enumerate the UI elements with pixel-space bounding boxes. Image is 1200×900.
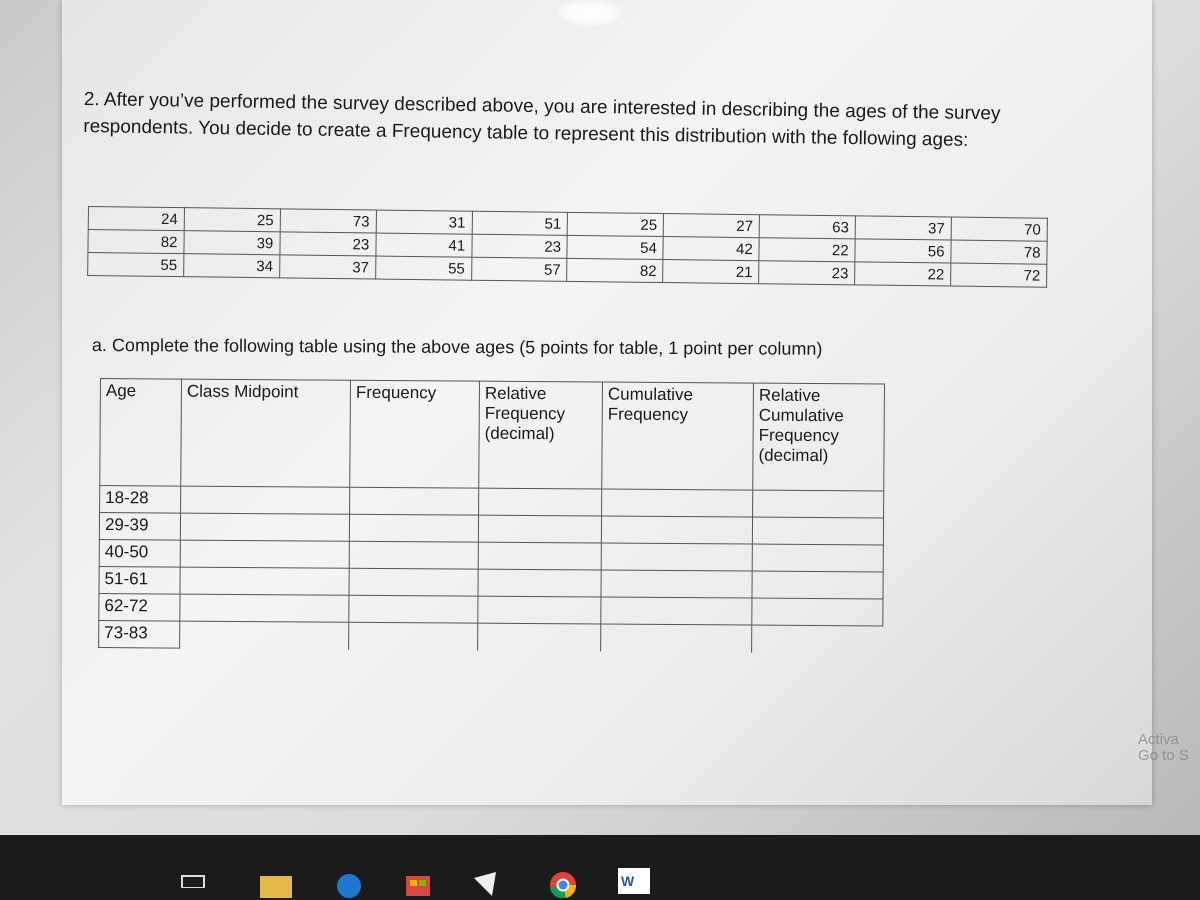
age-cell: 70	[951, 217, 1047, 241]
header-line: Cumulative	[607, 384, 694, 405]
blank-answer-cell	[349, 595, 478, 623]
blank-answer-cell	[601, 570, 752, 598]
word-icon[interactable]	[618, 868, 650, 894]
blank-answer-cell	[478, 542, 601, 570]
blank-answer-cell	[349, 514, 478, 542]
age-cell: 72	[951, 263, 1047, 287]
age-cell: 55	[375, 256, 471, 280]
header-line: Cumulative	[758, 405, 844, 426]
age-range-cell: 51-61	[99, 566, 180, 594]
blank-answer-cell	[752, 571, 883, 599]
blank-answer-cell	[180, 567, 349, 595]
header-cumulative-frequency	[602, 382, 754, 490]
blank-answer-cell	[479, 488, 602, 516]
frequency-table-header	[100, 379, 885, 491]
store-icon[interactable]	[402, 868, 434, 898]
age-cell: 51	[472, 211, 568, 235]
blank-answer-cell	[601, 597, 752, 625]
age-range-cell: 29-39	[99, 513, 180, 541]
blank-answer-cell	[752, 544, 883, 572]
age-cell: 37	[855, 216, 951, 240]
age-cell: 82	[567, 258, 663, 282]
blank-answer-cell	[601, 516, 752, 544]
age-range-cell: 40-50	[99, 539, 180, 567]
instruction-text: a. Complete the following table using the above ages (5 points for table, 1 point per column)	[91, 335, 823, 359]
blank-answer-cell	[180, 513, 349, 541]
header-class-midpoint: Class Midpoint	[181, 379, 351, 487]
blank-answer-cell	[601, 543, 752, 571]
age-cell: 23	[280, 232, 376, 256]
blank-answer-cell	[181, 486, 350, 514]
blank-answer-cell	[349, 622, 478, 650]
age-cell: 56	[855, 239, 951, 263]
blank-answer-cell	[349, 568, 478, 596]
header-relative-cumulative-frequency	[753, 383, 885, 491]
age-range-cell: 73-83	[99, 620, 180, 648]
age-cell: 34	[184, 254, 280, 278]
watermark-line: Go to S	[1138, 747, 1189, 764]
age-cell: 24	[88, 207, 184, 231]
folder-icon[interactable]	[258, 868, 294, 898]
age-range-cell: 18-28	[100, 486, 181, 514]
age-range-cell: 62-72	[99, 593, 180, 621]
frequency-table	[98, 378, 885, 653]
blank-answer-cell	[478, 515, 601, 543]
age-cell: 31	[376, 210, 472, 234]
age-cell: 55	[88, 253, 184, 277]
word-icon-label: W	[621, 873, 635, 889]
age-cell: 25	[568, 212, 664, 236]
chrome-icon[interactable]	[546, 868, 580, 898]
watermark-line: Activa	[1138, 731, 1179, 748]
age-cell: 82	[88, 230, 184, 254]
blank-answer-cell	[478, 623, 601, 651]
age-cell: 23	[759, 261, 855, 285]
frequency-row	[99, 620, 883, 652]
age-cell: 54	[567, 235, 663, 259]
age-cell: 41	[376, 233, 472, 257]
header-line: Frequency	[607, 404, 689, 425]
age-cell: 27	[664, 214, 760, 238]
blank-answer-cell	[478, 569, 601, 597]
age-cell: 63	[759, 215, 855, 239]
header-line: Frequency	[484, 403, 566, 424]
question-text: 2. After you’ve performed the survey described above, you are interested in describing the ages of the survey respondents. You decide to create a Frequency table to represent this distribution with the following ages:	[83, 88, 1001, 151]
blank-answer-cell	[478, 596, 601, 624]
age-cell: 21	[663, 260, 759, 284]
blank-answer-cell	[752, 625, 883, 653]
age-cell: 22	[759, 238, 855, 262]
age-cell: 23	[471, 234, 567, 258]
blank-answer-cell	[752, 517, 883, 545]
age-cell: 73	[280, 209, 376, 233]
activate-windows-watermark	[1138, 732, 1200, 764]
header-line: Relative	[758, 385, 821, 406]
blank-answer-cell	[180, 540, 349, 568]
age-cell: 22	[855, 262, 951, 286]
age-cell: 42	[663, 237, 759, 261]
edge-icon[interactable]	[334, 868, 364, 898]
header-frequency: Frequency	[350, 380, 480, 488]
blank-answer-cell	[601, 624, 752, 652]
age-cell: 78	[951, 240, 1047, 264]
blank-answer-cell	[180, 621, 349, 649]
ages-table	[87, 206, 1048, 288]
header-relative-frequency	[479, 381, 603, 489]
blank-answer-cell	[752, 598, 883, 626]
age-cell: 39	[184, 231, 280, 255]
header-age: Age	[100, 379, 182, 487]
age-cell: 57	[471, 257, 567, 281]
taskview-icon[interactable]	[180, 868, 206, 888]
blank-answer-cell	[602, 489, 753, 517]
header-line: (decimal)	[484, 423, 555, 444]
blank-answer-cell	[350, 487, 479, 515]
header-line: (decimal)	[758, 445, 829, 466]
blank-answer-cell	[349, 541, 478, 569]
header-line: Relative	[484, 383, 547, 404]
mail-icon[interactable]	[470, 868, 500, 898]
blank-answer-cell	[753, 490, 884, 518]
header-line: Frequency	[758, 425, 840, 446]
age-cell: 37	[279, 255, 375, 279]
blank-answer-cell	[180, 594, 349, 622]
age-cell: 25	[184, 208, 280, 232]
